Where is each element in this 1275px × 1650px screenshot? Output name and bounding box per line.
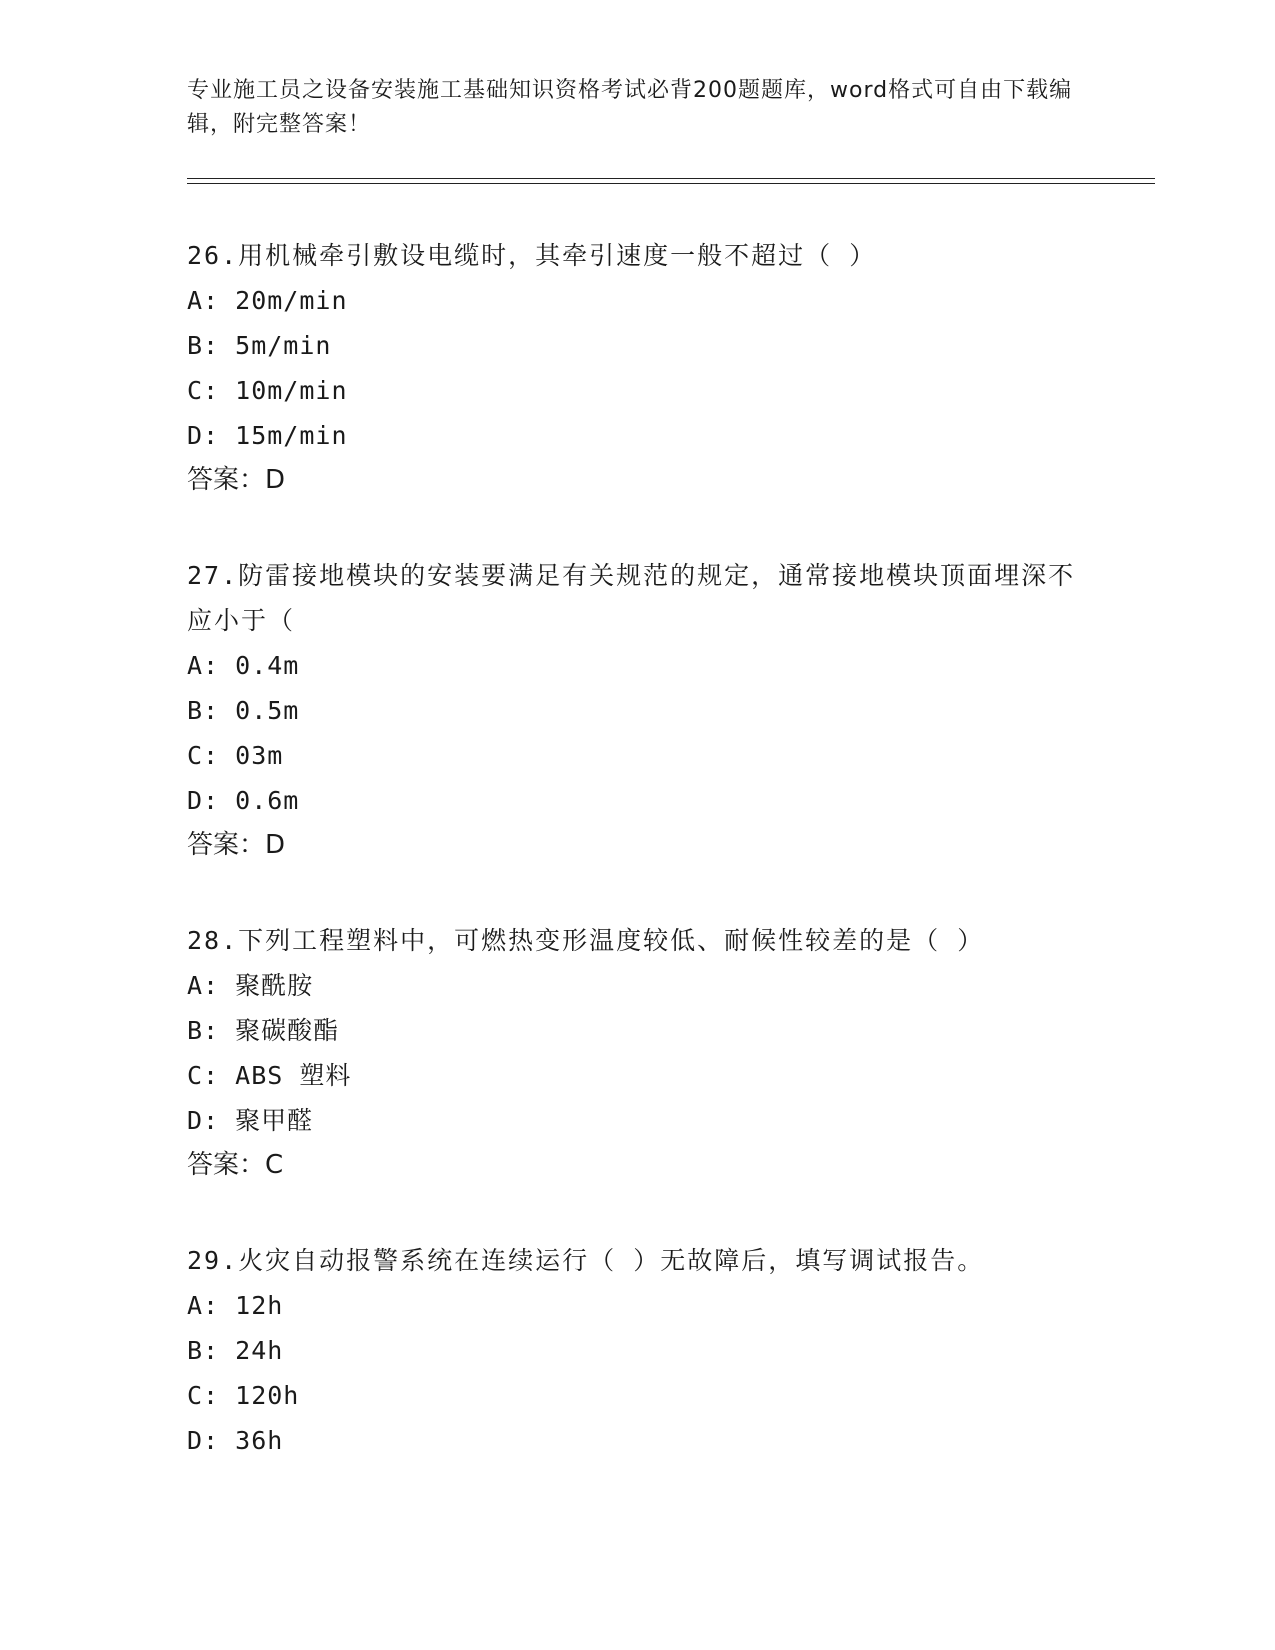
question-stem: 27.防雷接地模块的安装要满足有关规范的规定，通常接地模块顶面埋深不应小于（ [187,561,1076,635]
option-b: B: 聚碳酸酯 [187,1016,340,1045]
option-a: A: 聚酰胺 [187,971,314,1000]
option-d: D: 15m/min [187,421,348,450]
option-c: C: 120h [187,1381,300,1410]
option-d: D: 36h [187,1426,284,1455]
question-stem: 29.火灾自动报警系统在连续运行（ ）无故障后，填写调试报告。 [187,1246,985,1275]
answer: 答案：D [187,465,286,495]
option-c: C: 10m/min [187,376,348,405]
option-c: C: ABS 塑料 [187,1061,352,1090]
question-stem: 28.下列工程塑料中，可燃热变形温度较低、耐候性较差的是（ ） [187,926,985,955]
header-divider-bottom [187,183,1155,184]
answer: 答案：D [187,830,286,860]
option-c: C: 03m [187,741,284,770]
header-divider-top [187,178,1155,179]
question-26 [187,233,1087,503]
option-a: A: 12h [187,1291,284,1320]
option-b: B: 0.5m [187,696,300,725]
option-a: A: 0.4m [187,651,300,680]
question-27 [187,553,1087,868]
option-a: A: 20m/min [187,286,348,315]
option-d: D: 聚甲醛 [187,1106,314,1135]
question-29 [187,1238,1087,1463]
question-28 [187,918,1087,1188]
option-d: D: 0.6m [187,786,300,815]
question-stem: 26.用机械牵引敷设电缆时，其牵引速度一般不超过（ ） [187,241,877,270]
option-b: B: 5m/min [187,331,332,360]
document-header: 专业施工员之设备安装施工基础知识资格考试必背200题题库，word格式可自由下载编辑，附完整答案！ [187,78,1073,137]
answer: 答案：C [187,1150,284,1180]
option-b: B: 24h [187,1336,284,1365]
